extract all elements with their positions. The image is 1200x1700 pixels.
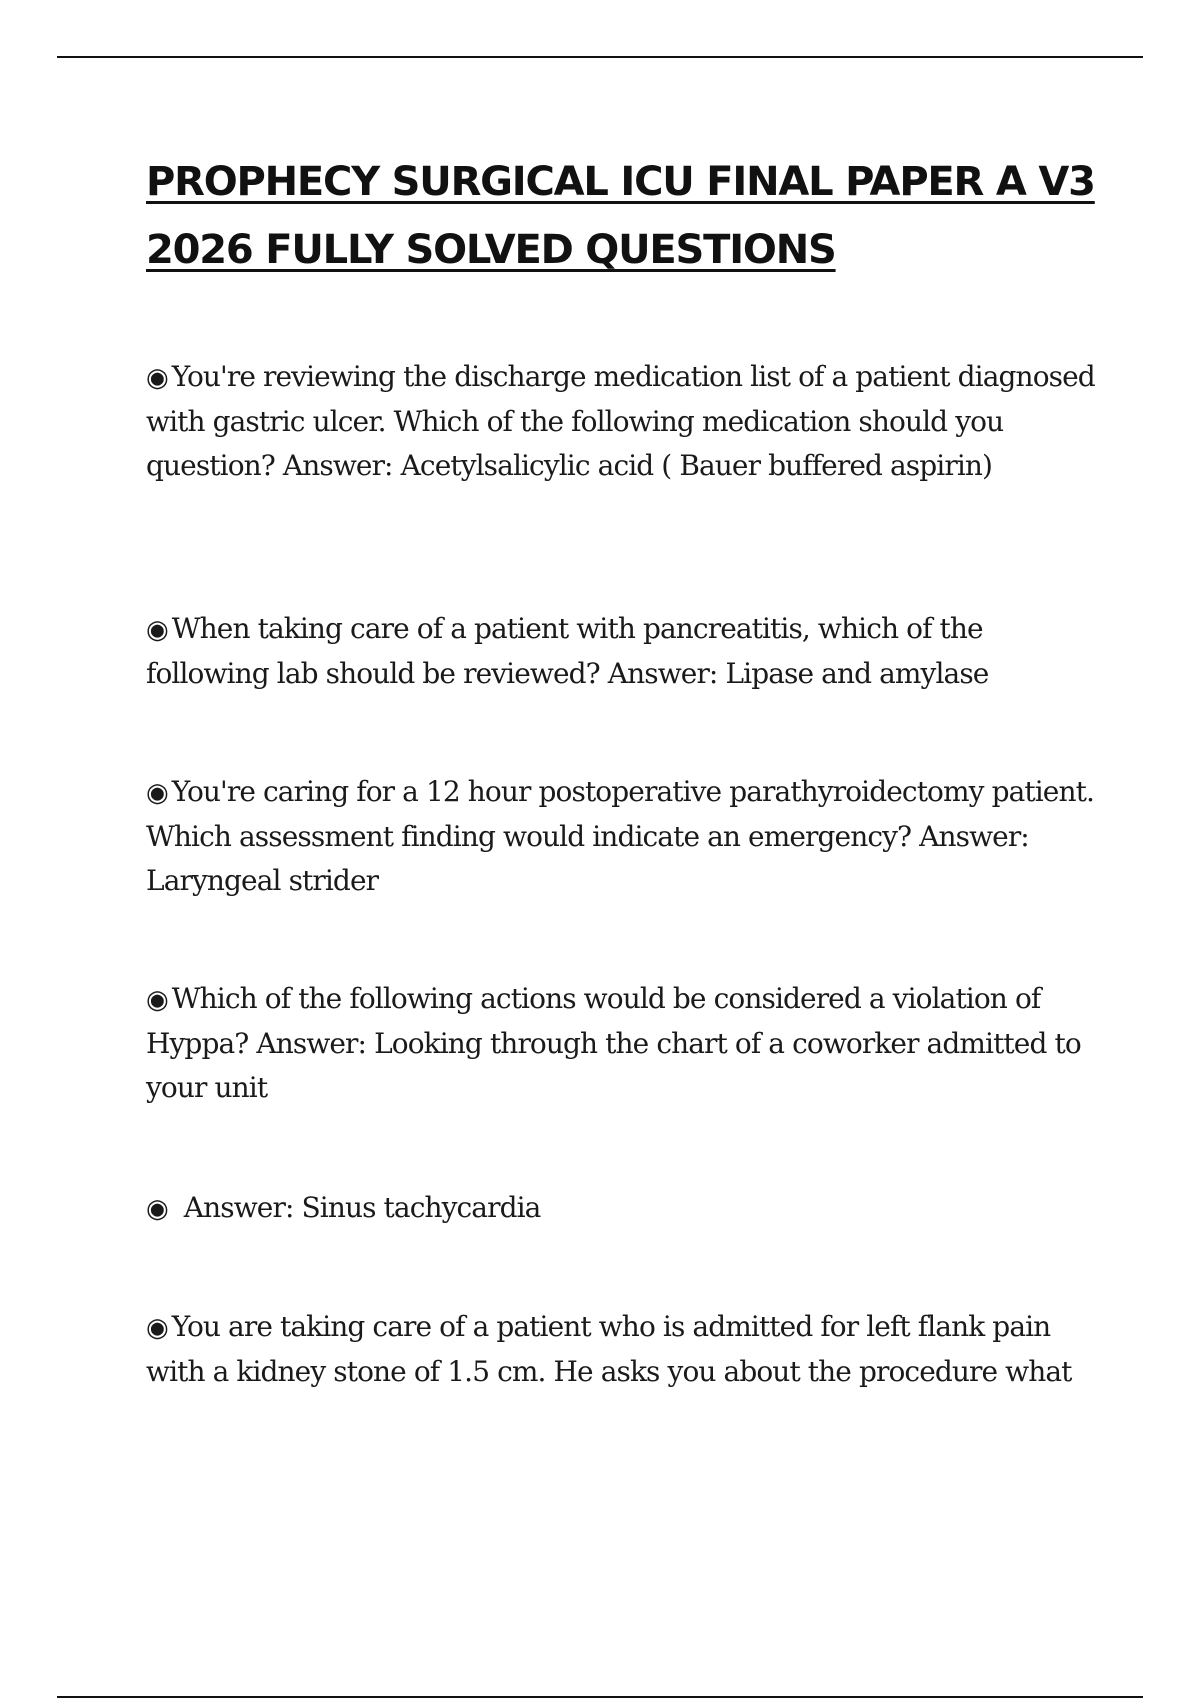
question-item (146, 1305, 1106, 1394)
question-item (146, 355, 1106, 488)
question-text: You are taking care of a patient who is admitted for left flank pain with a kidney stone of 1.5 cm. He asks you about the procedure what (146, 1310, 1072, 1388)
question-text: When taking care of a patient with pancreatitis, which of the following lab should be reviewed? Answer: Lipase and amylase (146, 612, 989, 690)
question-text: Answer: Sinus tachycardia (183, 1191, 541, 1224)
radio-bullet-icon: ◉ (146, 615, 168, 645)
bottom-divider (57, 1696, 1143, 1698)
radio-bullet-icon: ◉ (146, 778, 168, 808)
question-item (146, 1186, 1106, 1231)
document-title: PROPHECY SURGICAL ICU FINAL PAPER A V3 2026 FULLY SOLVED QUESTIONS (146, 159, 1095, 273)
radio-bullet-icon: ◉ (146, 363, 168, 393)
question-text: Which of the following actions would be considered a violation of Hyppa? Answer: Looking through the chart of a coworker admitted to your unit (146, 982, 1081, 1104)
radio-bullet-icon: ◉ (146, 985, 168, 1015)
radio-bullet-icon: ◉ (146, 1194, 168, 1224)
question-item (146, 770, 1106, 903)
question-text: You're reviewing the discharge medication list of a patient diagnosed with gastric ulcer. Which of the following medication should you question? Answer: Acetylsalicylic acid ( Bauer buffered aspirin) (146, 360, 1095, 482)
radio-bullet-icon: ◉ (146, 1313, 168, 1343)
question-item (146, 607, 1106, 696)
top-divider (57, 56, 1143, 58)
question-item (146, 977, 1106, 1110)
question-text: You're caring for a 12 hour postoperative parathyroidectomy patient. Which assessment finding would indicate an emergency? Answer: Laryngeal strider (146, 775, 1094, 897)
